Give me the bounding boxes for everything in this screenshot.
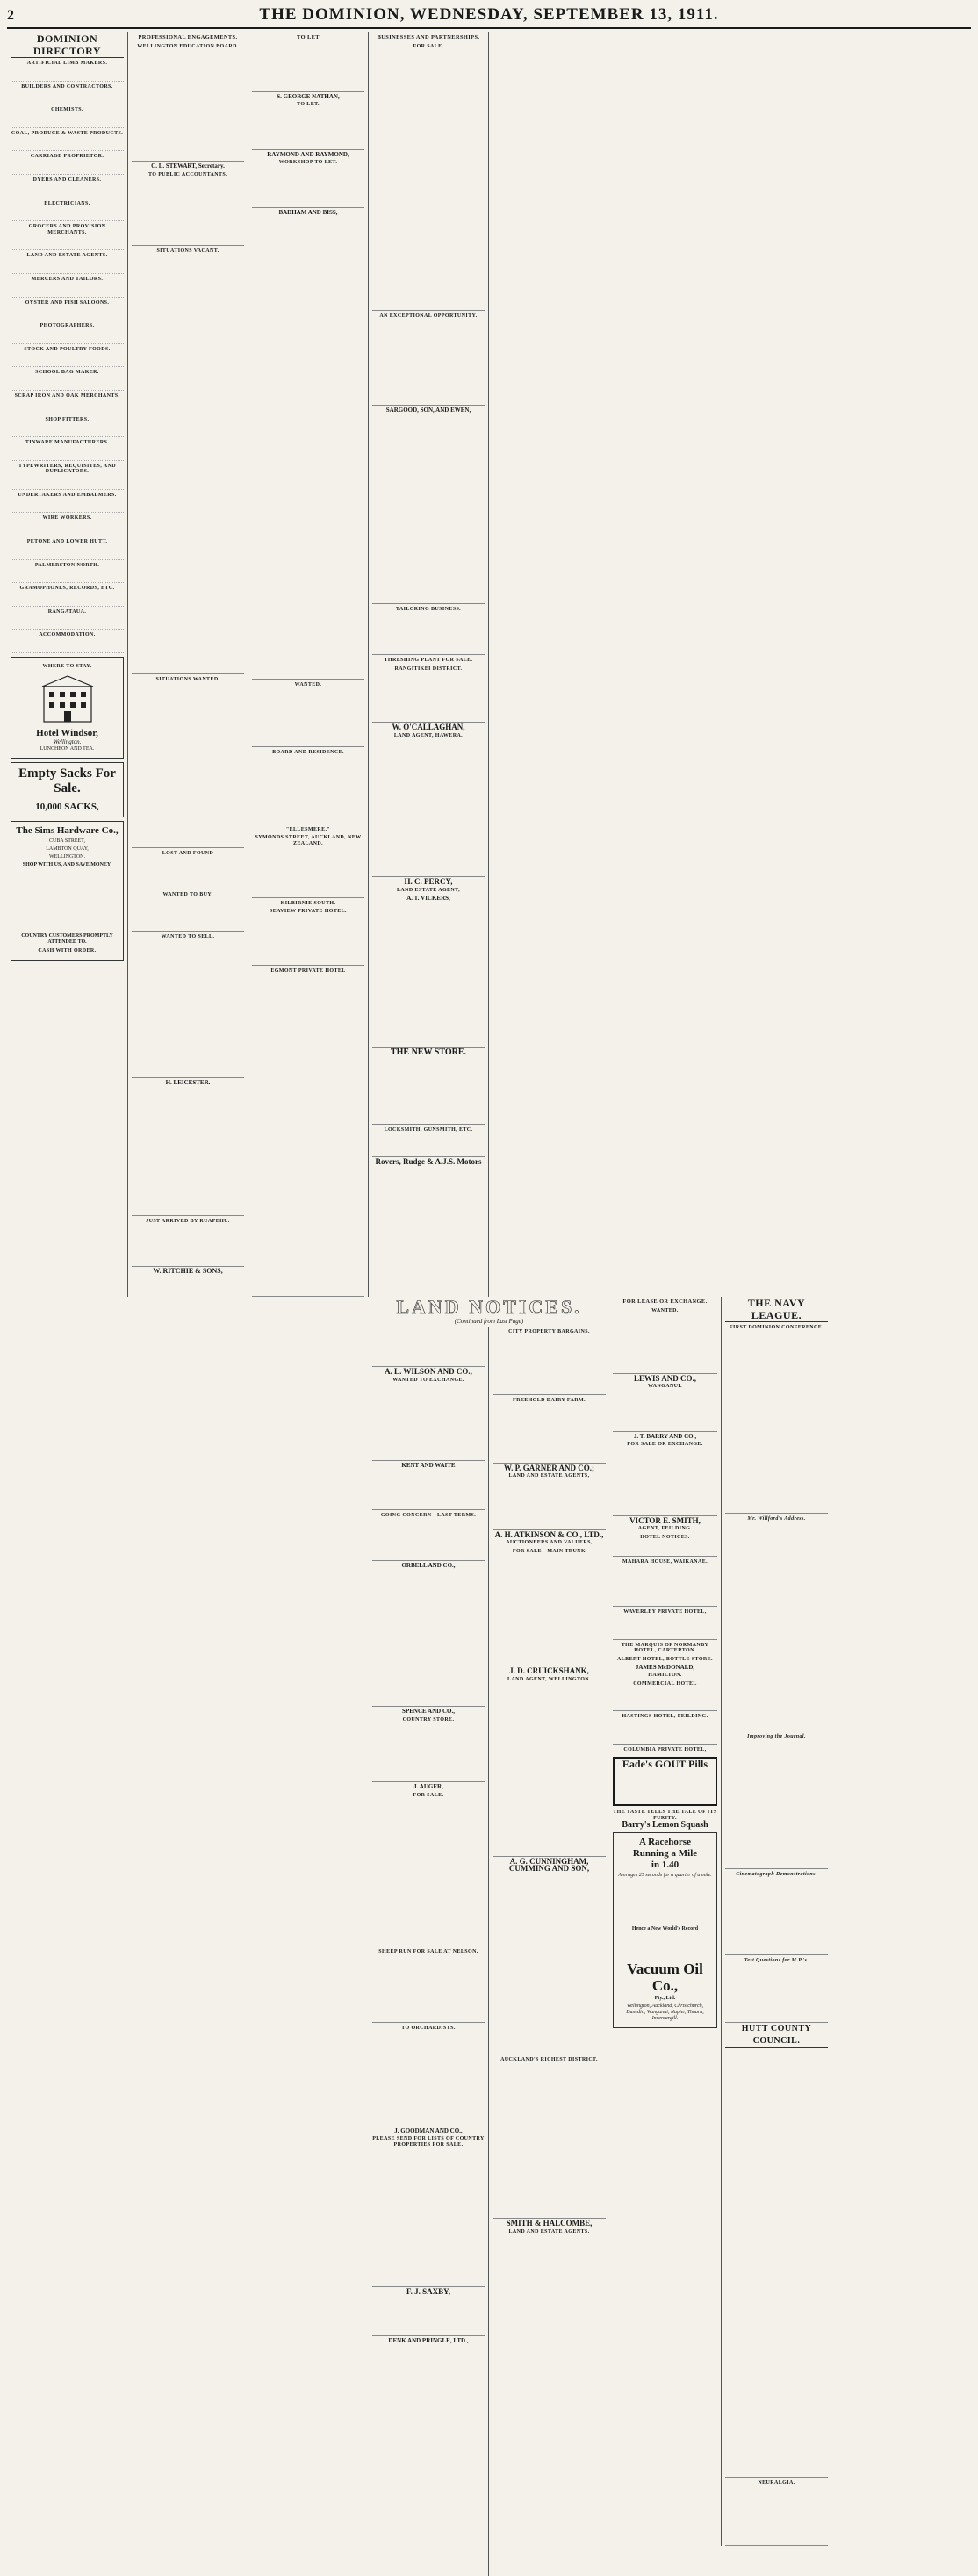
column-land-2: CITY PROPERTY BARGAINS. FREEHOLD DAIRY FARM. W. P. GARNER AND CO.; LAND AND ESTATE AGENTS, A. H. ATKINSON & CO., LTD., AUCTIONEERS AND VALUERS, FOR SALE—MAIN TRUNK J. D. CRUICKSHANK, LAND AGENT, WELLINGTON. A. G. CUNNINGHAM, CUMMING AND SON, AUCKLAND'S RICHEST DISTRICT. SMITH & HALCOMBE, LAND AND ESTATE AGENTS. [489, 1327, 609, 2576]
directory-section-heading: CHEMISTS. [51, 107, 83, 113]
directory-entry [11, 616, 124, 630]
directory-entry [11, 185, 124, 198]
directory-section-heading: OYSTER AND FISH SALOONS. [25, 299, 110, 306]
directory-section-heading: ELECTRICIANS. [44, 200, 90, 206]
directory-entry [11, 401, 124, 414]
directory-section-heading: SHOP FITTERS. [45, 416, 90, 422]
directory-entry [11, 138, 124, 151]
directory-section-heading: BUILDERS AND CONTRACTORS. [21, 83, 113, 90]
directory-heading: DOMINION DIRECTORY [11, 32, 124, 58]
page-title: THE DOMINION, WEDNESDAY, SEPTEMBER 13, 1911. [259, 5, 719, 24]
directory-section-heading: STOCK AND POULTRY FOODS. [24, 346, 111, 352]
directory-entry [11, 424, 124, 437]
directory-section-heading: MERCERS AND TAILORS. [31, 276, 104, 282]
directory-section-heading: UNDERTAKERS AND EMBALMERS. [18, 492, 117, 498]
sims-hardware-ad: The Sims Hardware Co., CUBA STREET, LAMBTON QUAY, WELLINGTON. SHOP WITH US, AND SAVE MONEY. COUNTRY CUSTOMERS PROMPTLY ATTENDED TO. CASH WITH ORDER. [11, 821, 124, 961]
column-land-1: A. L. WILSON AND CO., WANTED TO EXCHANGE. KENT AND WAITE GOING CONCERN—LAST TERMS. ORBELL AND CO., SPENCE AND CO., COUNTRY STORE. J. AUGER, FOR SALE. SHEEP RUN FOR SALE AT NELSON. TO ORCHARDISTS. J. GOODMAN AND CO., PLEASE SEND FOR LISTS OF COUNTRY PROPERTIES FOR SALE. F. J. SAXBY, DENK AND PRINGLE, LTD., [369, 1327, 489, 2576]
directory-entry [11, 115, 124, 128]
directory-section-heading: GROCERS AND PROVISION MERCHANTS. [28, 224, 106, 235]
empty-sacks-ad: Empty Sacks For Sale. 10,000 SACKS, [11, 762, 124, 817]
directory-entry [11, 162, 124, 175]
directory-section-heading: SCRAP IRON AND OAK MERCHANTS. [14, 392, 120, 399]
directory-entry [11, 594, 124, 607]
directory-section-heading: SCHOOL BAG MAKER. [35, 370, 99, 376]
directory-entry [11, 378, 124, 391]
column-navy-league: THE NAVY LEAGUE. FIRST DOMINION CONFERENCE. Mr. Willford's Address. Improving the Journal. Cinematograph Demonstrations. Test Questions for M.P.'s. HUTT COUNTY COUNCIL. NEURALGIA. [722, 1297, 831, 2546]
directory-section-heading: PETONE AND LOWER HUTT. [26, 539, 108, 545]
directory-entry [11, 261, 124, 274]
masthead [7, 5, 971, 29]
directory-section-heading: LAND AND ESTATE AGENTS. [26, 253, 108, 259]
navy-league-heading: THE NAVY LEAGUE. [725, 1297, 828, 1322]
column-professional: PROFESSIONAL ENGAGEMENTS. WELLINGTON EDUCATION BOARD. C. L. STEWART, Secretary. TO PUBLIC ACCOUNTANTS. SITUATIONS VACANT. SITUATIONS WANTED. LOST AND FOUND WANTED TO BUY. WANTED TO SELL. H. LEICESTER. JUST ARRIVED BY RUAPEHU. W. RITCHIE & SONS, [128, 32, 248, 1297]
directory-entry [11, 640, 124, 653]
column-to-let: TO LET S. GEORGE NATHAN, TO LET. RAYMOND AND RAYMOND, WORKSHOP TO LET. BADHAM AND BISS, WANTED. BOARD AND RESIDENCE. "ELLESMERE," SYMONDS STREET, AUCKLAND, NEW ZEALAND. KILBIRNIE SOUTH. SEAVIEW PRIVATE HOTEL. EGMONT PRIVATE HOTEL [248, 32, 369, 1297]
hotel-illustration [15, 673, 119, 725]
hotel-windsor-ad: WHERE TO STAY. Hotel Windsor, Wellington. LUNCHEON AND TEA. [11, 657, 124, 759]
directory-section-heading: PHOTOGRAPHERS. [40, 323, 95, 329]
column-businesses: BUSINESSES AND PARTNERSHIPS. FOR SALE. AN EXCEPTIONAL OPPORTUNITY. SARGOOD, SON, AND EWEN, TAILORING BUSINESS. THRESHING PLANT FOR SALE. RANGITIKEI DISTRICT. W. O'CALLAGHAN, LAND AGENT, HAWERA. H. C. PERCY, LAND ESTATE AGENT, A. T. VICKERS, THE NEW STORE. LOCKSMITH, GUNSMITH, ETC. Rovers, Rudge & A.J.S. Motors [369, 32, 489, 1297]
columns [7, 32, 971, 2486]
directory-section-heading: ARTIFICIAL LIMB MAKERS. [26, 61, 108, 66]
directory-section-heading: GRAMOPHONES, RECORDS, ETC. [19, 586, 115, 592]
directory-section-heading: COAL, PRODUCE & WASTE PRODUCTS. [11, 130, 124, 136]
hotel-building-icon [37, 674, 98, 723]
page-number: 2 [7, 8, 14, 23]
directory-entry [11, 354, 124, 367]
directory-section-heading: TYPEWRITERS, REQUISITES, AND DUPLICATORS. [18, 463, 116, 475]
directory-section-heading: RANGATAUA. [47, 608, 87, 615]
directory-section-heading: CARRIAGE PROPRIETOR. [30, 154, 104, 160]
directory-entry [11, 547, 124, 560]
directory-entry [11, 307, 124, 320]
directory-section-heading: DYERS AND CLEANERS. [32, 176, 102, 183]
directory-entry [11, 570, 124, 583]
land-notices-title: LAND NOTICES. [396, 1296, 582, 1319]
directory-entry [11, 331, 124, 344]
directory-entry [11, 284, 124, 298]
directory-entry [11, 68, 124, 82]
directory-entry [11, 208, 124, 221]
vacuum-oil-logo: Vacuum Oil Co., [627, 1960, 703, 1994]
directory-entry [11, 237, 124, 250]
directory-entry [11, 448, 124, 461]
directory-sections [11, 61, 124, 653]
column-directory [7, 32, 128, 1297]
directory-section-heading: WIRE WORKERS. [42, 515, 92, 522]
directory-section-heading: ACCOMMODATION. [39, 632, 96, 638]
land-notices-section: LAND NOTICES. (Continued from Last Page) A. L. WILSON AND CO., WANTED TO EXCHANGE. KENT AND WAITE GOING CONCERN—LAST TERMS. ORBELL AND CO., SPENCE AND CO., COUNTRY STORE. J. AUGER, FOR SALE. SHEEP RUN FOR SALE AT NELSON. TO ORCHARDISTS. J. GOODMAN AND CO., PLEASE SEND FOR LISTS OF COUNTRY PROPERTIES FOR SALE. F. J. SAXBY, DENK AND PRINGLE, LTD., CITY PROPERTY BARGAINS. FREEHOLD DAIRY FARM. W. P. GARNER AND CO.; LAND AND ESTATE AGENTS, A. H. ATKINSON & CO., LTD., AUCTIONEERS AND VALUERS, FOR SALE—MAIN TRUNK J. D. CRUICKSHANK, LAND AGENT, WELLINGTON. A. G. CUNNINGHAM, CUMMING AND SON, AUCKLAND'S RICHEST DISTRICT. SMITH & HALCOMBE, LAND AND ESTATE AGENTS. [369, 1297, 609, 2546]
directory-section-heading: PALMERSTON NORTH. [34, 562, 100, 568]
directory-entry [11, 91, 124, 104]
barrys-lemon-squash: Barry's Lemon Squash [622, 1820, 708, 1831]
directory-entry [11, 500, 124, 513]
directory-section-heading: TINWARE MANUFACTURERS. [25, 440, 110, 446]
directory-entry [11, 523, 124, 536]
column-hotel-notices: FOR LEASE OR EXCHANGE. WANTED. LEWIS AND CO., WANGANUI. J. T. BARRY AND CO., FOR SALE OR EXCHANGE. VICTOR E. SMITH, AGENT, FEILDING. HOTEL NOTICES. MAHARA HOUSE, WAIKANAE. WAVERLEY PRIVATE HOTEL, THE MARQUIS OF NORMANBY HOTEL, CARTERTON. ALBERT HOTEL, BOTTLE STORE. JAMES McDONALD, HAMILTON. COMMERCIAL HOTEL HASTINGS HOTEL, FEILDING. COLUMBIA PRIVATE HOTEL, Eade's GOUT Pills THE TASTE TELLS THE TALE OF ITS PURITY. Barry's Lemon Squash A Racehorse Running a Mile in 1.40 Averages 25 seconds for a quarter of a mile. Hence a New World's Record Vacuum Oil Co., Pty., Ltd. Wellington, Auckland, Christchurch, Dunedin, Wanganui, Napier, Timaru, Invercargill. [609, 1297, 722, 2546]
racehorse-ad: A Racehorse Running a Mile in 1.40 Averages 25 seconds for a quarter of a mile. Hence a New World's Record Vacuum Oil Co., Pty., Ltd. Wellington, Auckland, Christchurch, Dunedin, Wanganui, Napier, Timaru, Invercargill. [613, 1832, 717, 2028]
directory-entry [11, 477, 124, 490]
gout-pills-ad: Eade's GOUT Pills [613, 1757, 717, 1807]
hutt-county-heading: HUTT COUNTY COUNCIL. [725, 2023, 828, 2048]
